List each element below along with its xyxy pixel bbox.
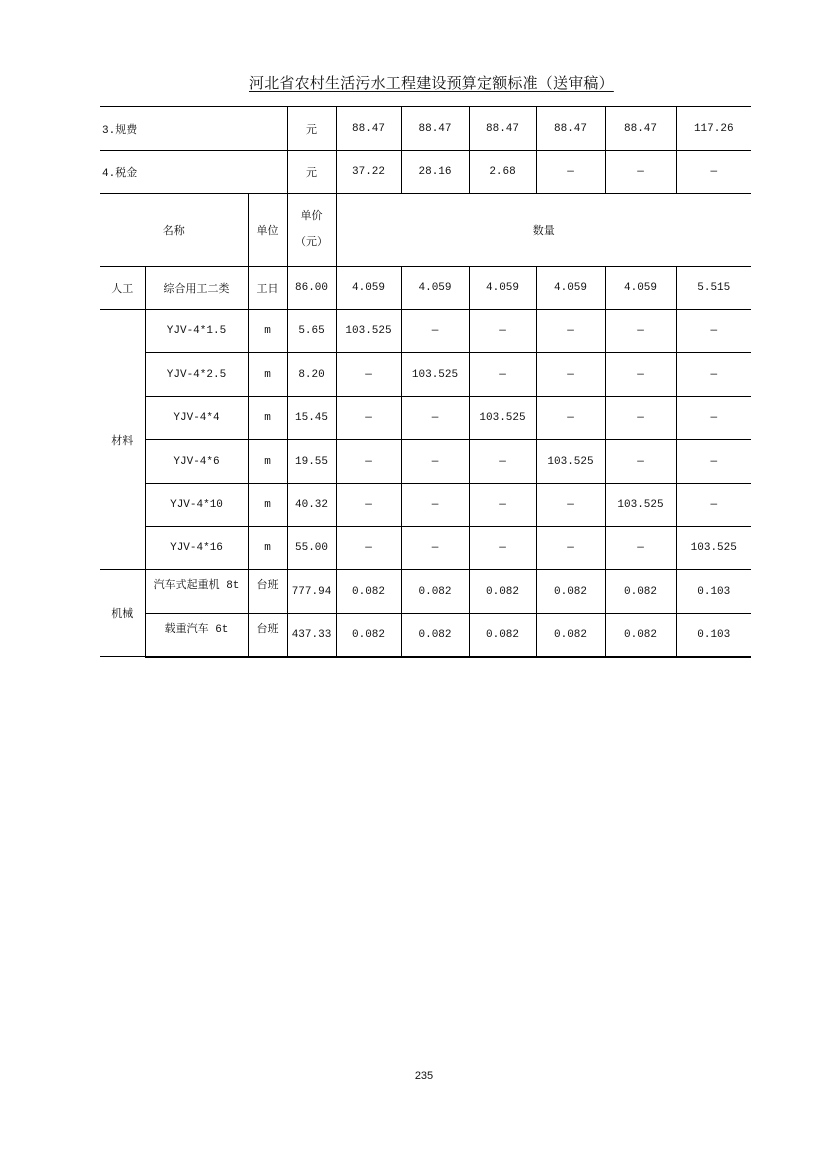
item-qty: — — [676, 440, 751, 484]
item-name: YJV-4*1.5 — [145, 310, 248, 353]
item-qty: — — [536, 484, 605, 527]
item-qty: 0.082 — [469, 614, 536, 657]
item-unit: m — [248, 310, 287, 353]
item-qty: — — [536, 353, 605, 397]
item-name: 载重汽车 6t — [145, 614, 248, 657]
item-qty: 0.082 — [605, 570, 676, 614]
header-price — [287, 194, 336, 267]
item-name: YJV-4*16 — [145, 527, 248, 570]
item-unit: 台班 — [248, 570, 287, 614]
item-qty: 0.082 — [605, 614, 676, 657]
item-price: 40.32 — [287, 484, 336, 527]
header-price-label: 单价 — [300, 211, 323, 223]
item-unit: m — [248, 440, 287, 484]
column-header-row — [100, 194, 751, 267]
item-qty: — — [605, 397, 676, 440]
table-row — [100, 614, 751, 657]
item-qty: — — [401, 440, 469, 484]
item-price: 437.33 — [287, 614, 336, 657]
fee-value: 88.47 — [336, 107, 401, 151]
item-qty: — — [676, 353, 751, 397]
item-qty: 0.082 — [401, 570, 469, 614]
item-qty: 0.082 — [401, 614, 469, 657]
item-qty: — — [676, 484, 751, 527]
item-unit: m — [248, 353, 287, 397]
item-qty: 5.515 — [676, 267, 751, 310]
header-quantity: 数量 — [336, 194, 751, 267]
table-row — [100, 397, 751, 440]
item-unit: m — [248, 484, 287, 527]
fee-value: 2.68 — [469, 151, 536, 194]
item-qty: — — [676, 397, 751, 440]
fee-value: 117.26 — [676, 107, 751, 151]
table-row — [100, 267, 751, 310]
item-qty: 0.082 — [536, 614, 605, 657]
fee-unit: 元 — [287, 107, 336, 151]
item-price: 55.00 — [287, 527, 336, 570]
item-qty: 103.525 — [605, 484, 676, 527]
category-materials: 材料 — [100, 310, 145, 570]
fee-value: 28.16 — [401, 151, 469, 194]
fee-value: 37.22 — [336, 151, 401, 194]
fee-value: — — [536, 151, 605, 194]
item-qty: — — [336, 353, 401, 397]
item-qty: — — [336, 440, 401, 484]
item-qty: — — [401, 397, 469, 440]
item-qty: — — [605, 527, 676, 570]
fee-row — [100, 151, 751, 194]
item-qty: 0.082 — [536, 570, 605, 614]
quota-table — [100, 106, 751, 658]
table-row — [100, 353, 751, 397]
item-qty: 0.082 — [336, 570, 401, 614]
fee-value: — — [676, 151, 751, 194]
item-price: 86.00 — [287, 267, 336, 310]
item-qty: — — [676, 310, 751, 353]
item-qty: — — [469, 527, 536, 570]
fee-value: 88.47 — [536, 107, 605, 151]
item-name: 综合用工二类 — [145, 267, 248, 310]
fee-value: — — [605, 151, 676, 194]
item-qty: — — [401, 527, 469, 570]
item-qty: 103.525 — [401, 353, 469, 397]
item-qty: 0.082 — [469, 570, 536, 614]
item-qty: — — [336, 397, 401, 440]
item-qty: 4.059 — [536, 267, 605, 310]
item-unit: 工日 — [248, 267, 287, 310]
item-qty: — — [469, 310, 536, 353]
item-qty: 4.059 — [469, 267, 536, 310]
item-price: 19.55 — [287, 440, 336, 484]
item-name: YJV-4*2.5 — [145, 353, 248, 397]
item-qty: — — [469, 353, 536, 397]
item-unit: m — [248, 527, 287, 570]
item-unit: 台班 — [248, 614, 287, 657]
document-title: 河北省农村生活污水工程建设预算定额标准（送审稿） — [249, 74, 614, 92]
item-qty: 4.059 — [401, 267, 469, 310]
header-name: 名称 — [100, 194, 248, 267]
table-row — [100, 527, 751, 570]
item-price: 5.65 — [287, 310, 336, 353]
item-qty: 103.525 — [536, 440, 605, 484]
fee-label: 3.规费 — [100, 107, 287, 151]
item-qty: 103.525 — [336, 310, 401, 353]
item-price: 15.45 — [287, 397, 336, 440]
fee-value: 88.47 — [469, 107, 536, 151]
page-number: 235 — [414, 1070, 434, 1082]
item-qty: — — [336, 527, 401, 570]
item-name: YJV-4*10 — [145, 484, 248, 527]
item-name: YJV-4*4 — [145, 397, 248, 440]
item-qty: 4.059 — [336, 267, 401, 310]
item-qty: — — [401, 484, 469, 527]
item-qty: — — [605, 353, 676, 397]
item-qty: — — [401, 310, 469, 353]
header-unit: 单位 — [248, 194, 287, 267]
fee-value: 88.47 — [605, 107, 676, 151]
item-qty: 103.525 — [469, 397, 536, 440]
item-qty: — — [469, 440, 536, 484]
item-qty: — — [536, 397, 605, 440]
item-qty: — — [536, 310, 605, 353]
item-qty: — — [469, 484, 536, 527]
fee-value: 88.47 — [401, 107, 469, 151]
item-qty: — — [605, 310, 676, 353]
item-price: 8.20 — [287, 353, 336, 397]
category-labor: 人工 — [100, 267, 145, 310]
item-qty: 0.082 — [336, 614, 401, 657]
item-name: YJV-4*6 — [145, 440, 248, 484]
item-qty: — — [336, 484, 401, 527]
item-unit: m — [248, 397, 287, 440]
fee-label: 4.税金 — [100, 151, 287, 194]
item-price: 777.94 — [287, 570, 336, 614]
table-row — [100, 440, 751, 484]
item-qty: 0.103 — [676, 614, 751, 657]
table-row — [100, 484, 751, 527]
header-price-unit: （元） — [295, 237, 329, 249]
item-qty: 4.059 — [605, 267, 676, 310]
fee-row — [100, 107, 751, 151]
item-qty: 103.525 — [676, 527, 751, 570]
item-qty: — — [536, 527, 605, 570]
item-qty: — — [605, 440, 676, 484]
item-name: 汽车式起重机 8t — [145, 570, 248, 614]
category-machinery: 机械 — [100, 570, 145, 657]
fee-unit: 元 — [287, 151, 336, 194]
item-qty: 0.103 — [676, 570, 751, 614]
table-row — [100, 310, 751, 353]
table-row — [100, 570, 751, 614]
